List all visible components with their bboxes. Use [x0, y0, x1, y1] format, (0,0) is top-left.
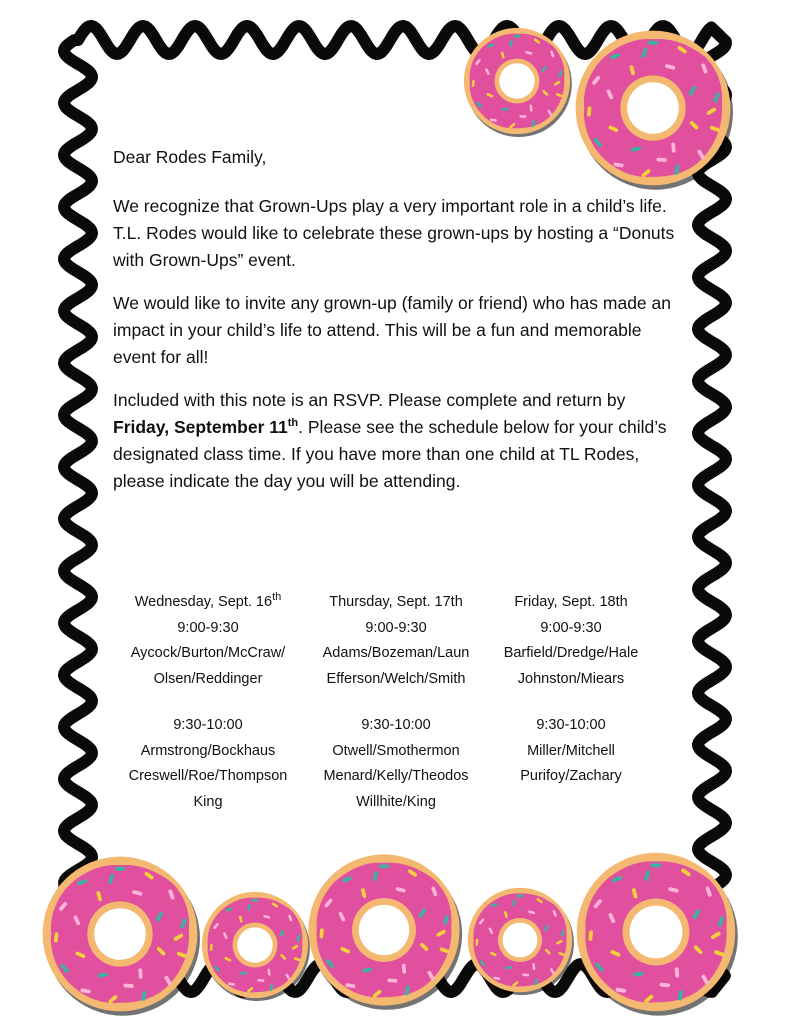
donut-hole — [237, 927, 272, 962]
slot-names: Otwell/Smothermon — [332, 742, 460, 759]
slot-time: 9:30-10:00 — [536, 717, 606, 733]
schedule-day-text: Wednesday, Sept. 16 — [134, 594, 273, 610]
slot-time: 9:30-10:00 — [361, 717, 431, 733]
slot-names: Adams/Bozeman/Laun — [322, 645, 470, 661]
slot-names: Efferson/Welch/Smith — [326, 670, 466, 687]
donut-hole — [503, 923, 538, 958]
slot-names: Olsen/Reddinger — [153, 670, 263, 687]
rsvp-rest: . Please see the schedule below for your child’s designated class time. If you have more than one child at TL Rodes, please indicate the day you will be attending. — [113, 417, 667, 491]
donut-icon-top-small — [458, 22, 576, 140]
letter-body — [113, 144, 683, 511]
paragraph-invitation: We would like to invite any grown-up (family or friend) who has made an impact in your child’s life to attend. This will be a fun and memorable event for all! — [113, 293, 671, 367]
donut-sprinkle — [251, 899, 258, 902]
donut-hole — [627, 82, 679, 134]
schedule-column-wednesday — [103, 590, 313, 836]
schedule-slot — [466, 713, 676, 790]
slot-names: Creswell/Roe/Thompson — [128, 768, 288, 784]
greeting: Dear Rodes Family, — [113, 147, 267, 167]
donut-hole — [359, 905, 409, 955]
schedule-day — [103, 590, 313, 616]
donut-sprinkle — [648, 41, 658, 45]
donut-icon-bottom-3 — [300, 846, 468, 1014]
donut-icon-bottom-1 — [34, 848, 206, 1020]
paragraph-rsvp — [113, 387, 683, 495]
schedule-day-text: Thursday, Sept. 17th — [329, 594, 463, 610]
slot-names: Menard/Kelly/Theodos — [323, 768, 469, 784]
donut-sprinkle — [379, 864, 389, 868]
rsvp-deadline-suffix: th — [287, 417, 299, 430]
slot-names: Barfield/Dredge/Hale — [503, 645, 639, 661]
donut-icon-bottom-4 — [462, 882, 578, 998]
rsvp-deadline-text: Friday, September 11 — [113, 417, 288, 437]
slot-names: Willhite/King — [356, 793, 436, 810]
slot-time: 9:00-9:30 — [177, 619, 239, 636]
slot-time: 9:00-9:30 — [365, 619, 427, 636]
schedule-slot — [466, 616, 676, 693]
donut-icon-bottom-5 — [568, 844, 744, 1020]
slot-time: 9:30-10:00 — [173, 717, 243, 733]
donut-hole — [94, 908, 146, 960]
schedule-column-friday — [466, 590, 676, 811]
schedule-day-text: Friday, Sept. 18th — [514, 594, 628, 610]
donut-sprinkle — [115, 867, 125, 871]
slot-names: Johnston/Miears — [517, 670, 625, 687]
donut-hole — [630, 906, 683, 959]
donut-sprinkle — [517, 895, 524, 898]
slot-names: Armstrong/Bockhaus — [140, 742, 276, 759]
slot-time: 9:00-9:30 — [540, 619, 602, 636]
schedule-day — [466, 590, 676, 616]
donut-sprinkle — [651, 863, 662, 867]
schedule-day-suffix: th — [272, 591, 282, 604]
slot-names: Miller/Mitchell — [527, 742, 615, 759]
slot-names: King — [193, 793, 223, 810]
donut-sprinkle — [513, 35, 520, 38]
slot-names: Aycock/Burton/McCraw/ — [130, 645, 286, 661]
donut-hole — [499, 63, 534, 98]
slot-names: Purifoy/Zachary — [520, 768, 622, 784]
schedule-slot — [103, 616, 313, 693]
schedule-slot — [103, 713, 313, 815]
rsvp-deadline — [113, 417, 298, 437]
donut-icon-bottom-2 — [196, 886, 314, 1004]
rsvp-intro: Included with this note is an RSVP. Please complete and return by — [113, 390, 626, 410]
paragraph-intro: We recognize that Grown-Ups play a very important role in a child’s life. T.L. Rodes would like to celebrate these grown-ups by hosting a “Donuts with Grown-Ups” event. — [113, 196, 675, 270]
